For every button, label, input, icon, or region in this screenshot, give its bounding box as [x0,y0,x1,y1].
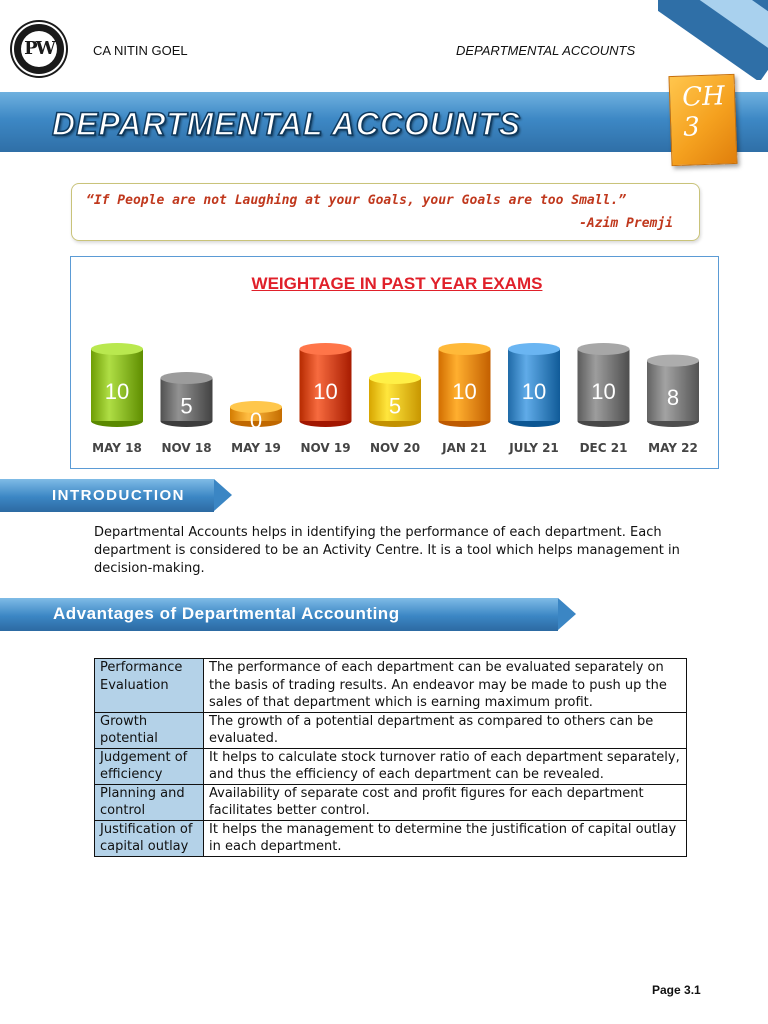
advantages-table [94,658,687,857]
category-label: MAY 18 [92,441,142,455]
advantage-term: Justification of capital outlay [95,820,204,856]
weightage-chart [70,256,719,469]
category-label: DEC 21 [579,441,628,455]
category-label: NOV 18 [161,441,212,455]
corner-decoration [658,0,768,80]
advantage-description: It helps to calculate stock turnover ratio of each department separately, and thus the efficiency of each department can be revealed. [204,748,687,784]
advantage-term: Judgement of efficiency [95,748,204,784]
quote-box [71,183,700,241]
table-row [95,659,687,713]
table-row [95,820,687,856]
advantages-heading: Advantages of Departmental Accounting [53,604,400,623]
bar-value-label: 5 [388,393,402,419]
page-number: Page 3.1 [652,983,701,997]
introduction-banner [0,479,232,512]
bar-value-label: 10 [313,379,338,404]
introduction-paragraph: Departmental Accounts helps in identifying the performance of each department. Each department is considered to be an Activity Centre. It is a tool which helps management in decision-making. [94,525,680,576]
category-label: NOV 20 [369,441,421,455]
advantage-term: Growth potential [95,712,204,748]
chapter-number: 3 [682,112,701,143]
page-title: DEPARTMENTAL ACCOUNTS [52,106,521,142]
category-label: NOV 19 [300,441,351,455]
author-name: CA NITIN GOEL [93,43,188,58]
table-row [95,748,687,784]
advantage-description: The growth of a potential department as compared to others can be evaluated. [204,712,687,748]
table-row [95,712,687,748]
category-label: MAY 19 [231,441,281,455]
bar-value-label: 8 [666,384,680,410]
bar-value-label: 5 [180,393,193,419]
category-label: JULY 21 [509,441,559,455]
running-title: DEPARTMENTAL ACCOUNTS [456,43,636,58]
chapter-label-wrap [682,81,727,142]
advantage-term: Performance Evaluation [95,659,204,713]
advantage-description: Availability of separate cost and profit figures for each department facilitates better control. [204,784,687,820]
chapter-badge [668,74,737,166]
category-label: MAY 22 [648,441,698,455]
bar-value-label: 10 [521,379,547,404]
quote-author: -Azim Premji [579,216,673,231]
bar-value-label: 10 [104,379,130,404]
category-label: JAN 21 [442,441,487,455]
chart-title: WEIGHTAGE IN PAST YEAR EXAMS [251,274,543,293]
advantage-description: The performance of each department can be evaluated separately on the basis of trading results. An endeavor may be made to push up the sales of that department which is earning maximum profit. [204,659,687,713]
bar-value-label: 10 [452,379,477,404]
advantage-term: Planning and control [95,784,204,820]
bar-value-label: 0 [249,408,263,433]
chapter-label: CH [681,81,726,113]
logo-text: PW [24,38,54,59]
table-row [95,784,687,820]
advantages-banner [0,598,576,631]
introduction-heading: INTRODUCTION [52,487,185,504]
advantage-description: It helps the management to determine the justification of capital outlay in each department. [204,820,687,856]
bar-value-label: 10 [591,379,616,404]
pw-logo [12,22,66,76]
quote-text: “If People are not Laughing at your Goals, your Goals are too Small.” [86,193,627,208]
